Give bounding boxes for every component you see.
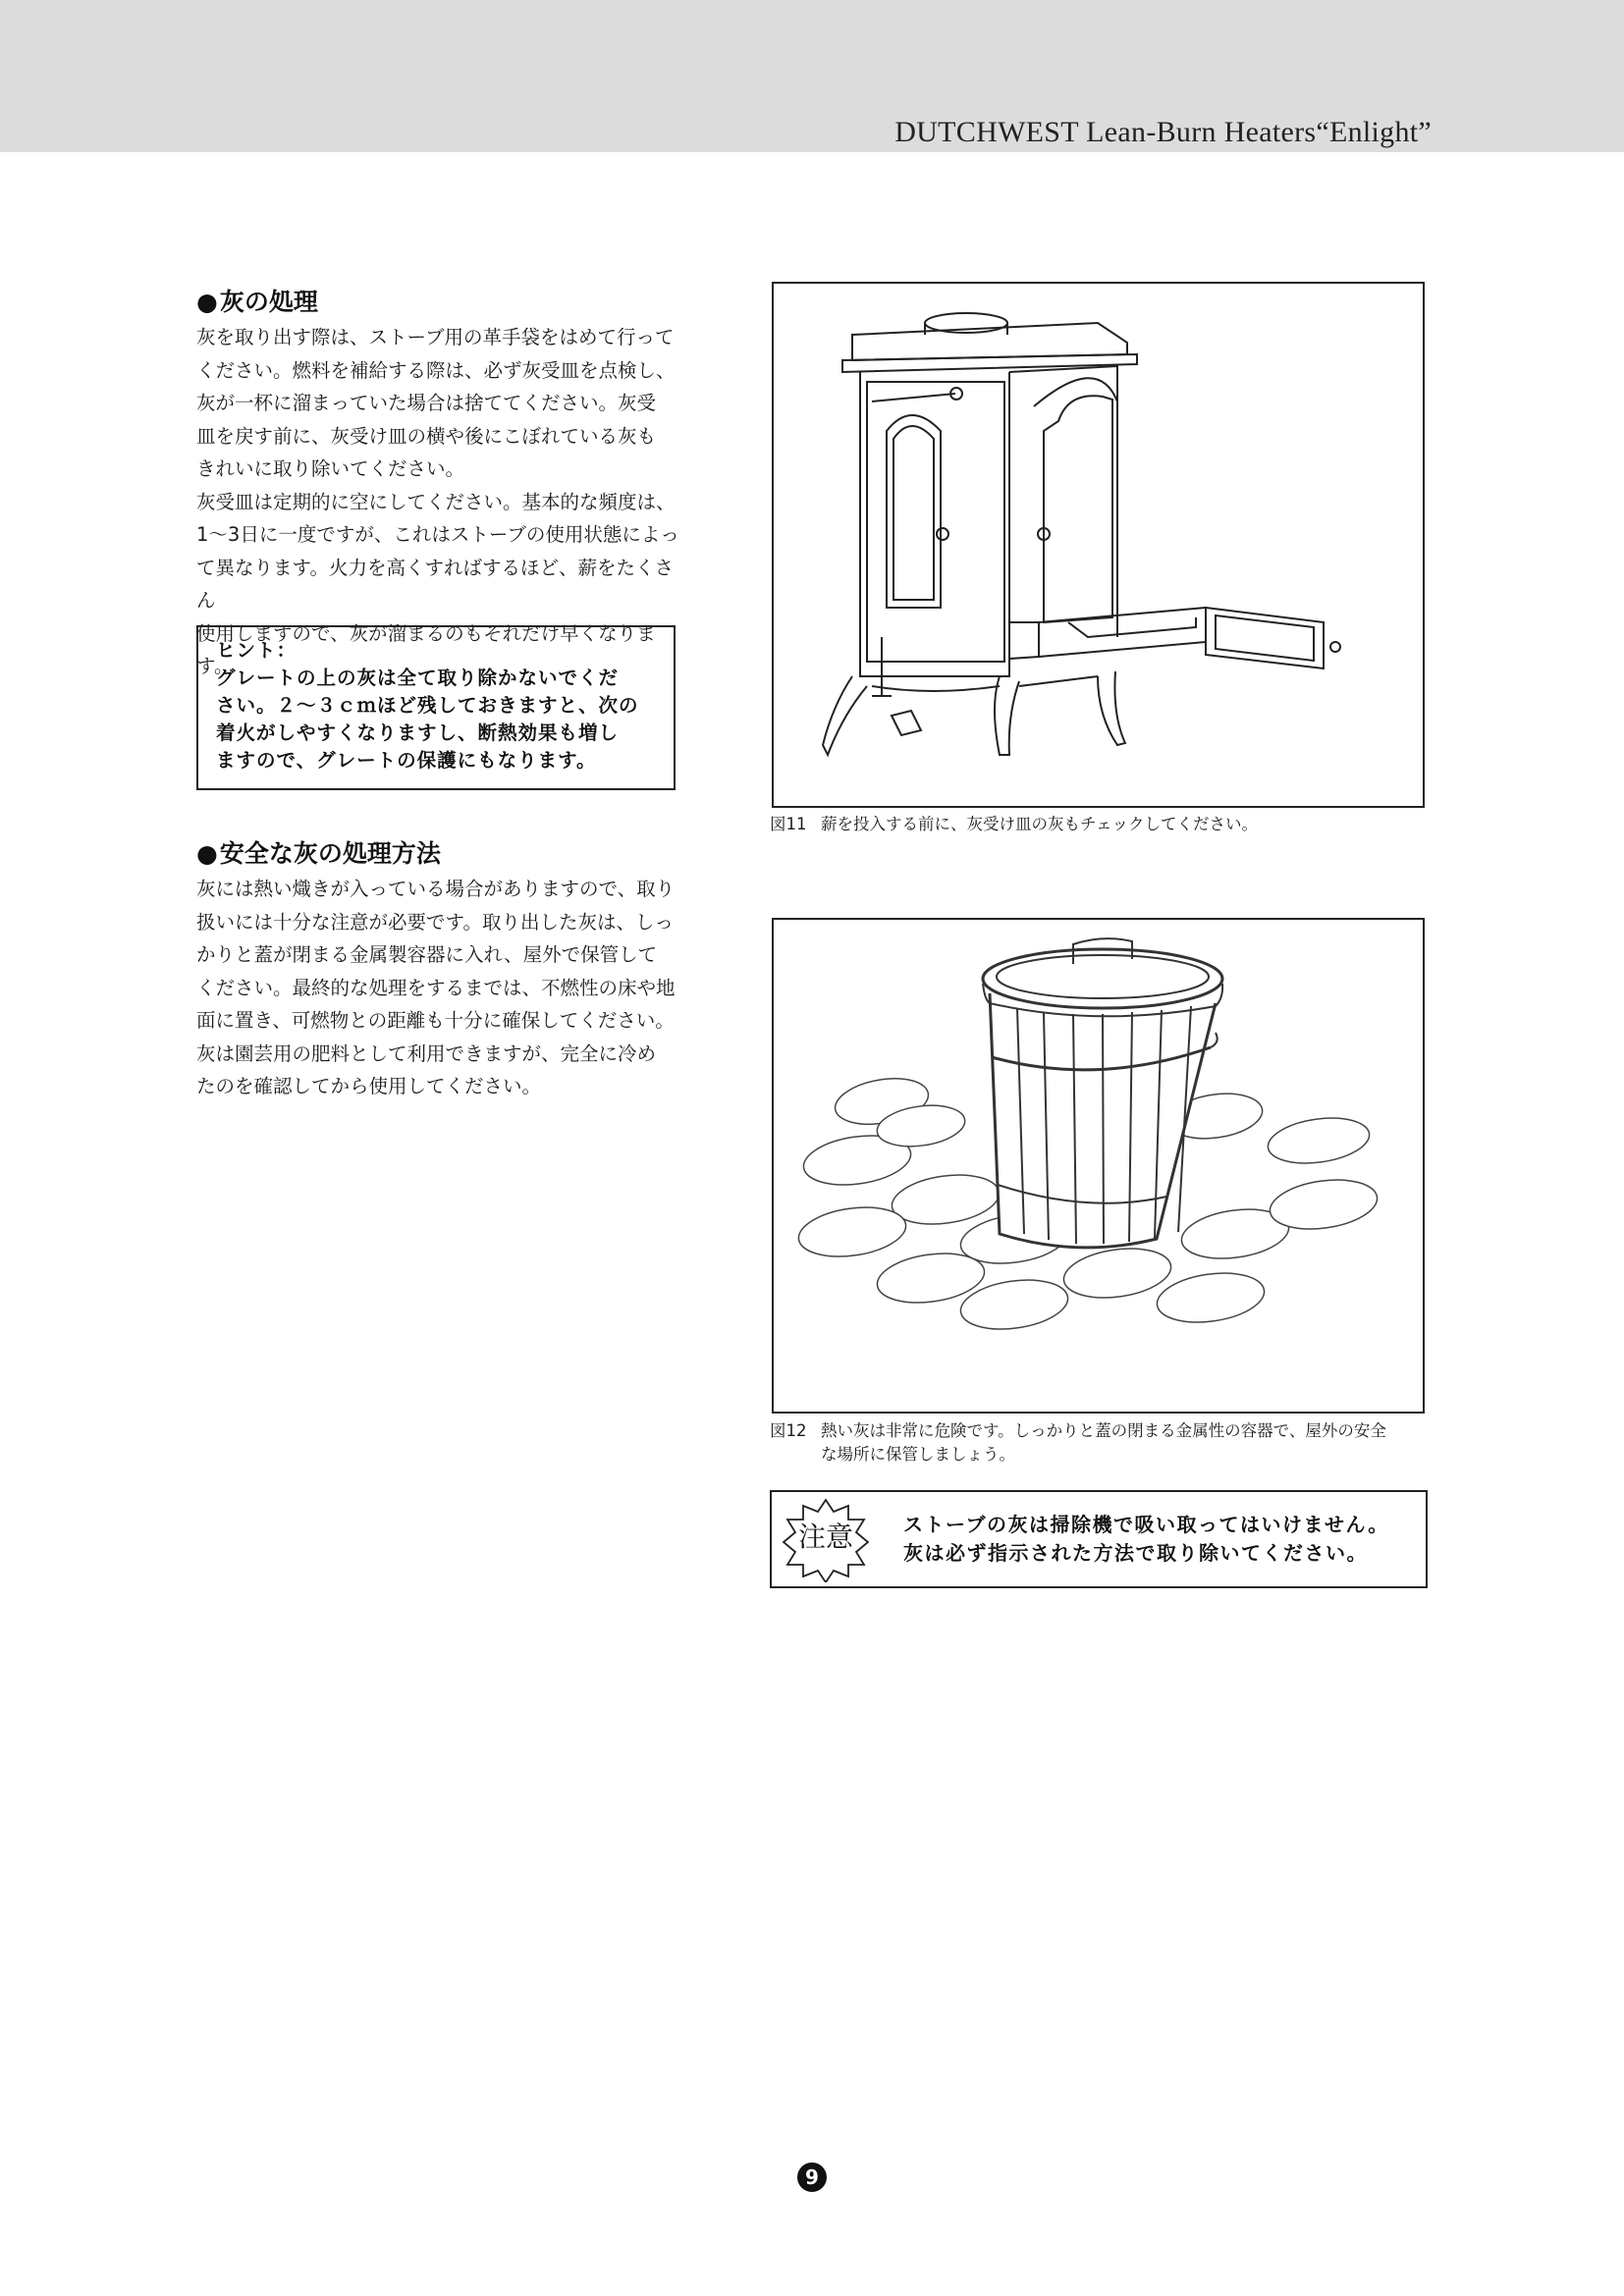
caption-line bbox=[770, 1419, 1386, 1443]
hint-label: ヒント： bbox=[216, 639, 298, 662]
header-title: DUTCHWEST Lean-Burn Heaters“Enlight” bbox=[894, 116, 1432, 148]
text-line: 扱いには十分な注意が必要です。取り出した灰は、しっ bbox=[196, 910, 674, 934]
bullet-icon: ● bbox=[196, 839, 218, 868]
section-heading bbox=[196, 286, 682, 319]
section-heading-text: 灰の処理 bbox=[219, 288, 318, 316]
bullet-icon: ● bbox=[196, 288, 218, 316]
text-line: ください。最終的な処理をするまでは、不燃性の床や地 bbox=[196, 976, 676, 999]
text-line: たのを確認してから使用してください。 bbox=[196, 1075, 542, 1097]
text-line: かりと蓋が閉まる金属製容器に入れ、屋外で保管して bbox=[196, 943, 658, 966]
paragraph bbox=[196, 873, 682, 1103]
caution-box bbox=[770, 1490, 1428, 1588]
figure-number: 図12 bbox=[770, 1421, 807, 1440]
caption-line bbox=[770, 1443, 1386, 1467]
section-heading bbox=[196, 837, 682, 871]
caution-line: 灰は必ず指示された方法で取り除いてください。 bbox=[903, 1541, 1368, 1565]
text-line: ください。燃料を補給する際は、必ず灰受皿を点検し、 bbox=[196, 358, 676, 382]
page-number: 9 bbox=[797, 2163, 827, 2192]
stove-illustration bbox=[774, 284, 1423, 806]
text-line: きれいに取り除いてください。 bbox=[196, 457, 465, 480]
section-heading-text: 安全な灰の処理方法 bbox=[219, 839, 441, 868]
section-safe-disposal bbox=[196, 837, 682, 1103]
figure-ash-can bbox=[772, 918, 1425, 1414]
hint-box bbox=[196, 625, 676, 790]
caution-badge-label: 注意 bbox=[797, 1521, 853, 1553]
text-line: 灰は園芸用の肥料として利用できますが、完全に冷め bbox=[196, 1041, 657, 1065]
ash-can-illustration bbox=[774, 920, 1423, 1412]
hint-line: ますので、グレートの保護にもなります。 bbox=[216, 749, 597, 772]
caption-text: 熱い灰は非常に危険です。しっかりと蓋の閉まる金属性の容器で、屋外の安全 bbox=[821, 1421, 1386, 1440]
text-line: 灰受皿は定期的に空にしてください。基本的な頻度は、 bbox=[196, 490, 676, 513]
caption-text: な場所に保管しましょう。 bbox=[821, 1445, 1015, 1464]
hint-line: グレートの上の灰は全て取り除かないでくだ bbox=[216, 667, 620, 689]
hint-line: 着火がしやすくなりますし、断熱効果も増し bbox=[216, 721, 620, 744]
text-line: て異なります。火力を高くすればするほど、薪をたくさん bbox=[196, 556, 674, 612]
figure-number: 図11 bbox=[770, 815, 807, 833]
figure-caption bbox=[770, 813, 1258, 836]
hint-line: さい。２〜３ｃｍほど残しておきますと、次の bbox=[216, 694, 639, 717]
caption-text: 薪を投入する前に、灰受け皿の灰もチェックしてください。 bbox=[821, 815, 1259, 833]
caution-line: ストーブの灰は掃除機で吸い取ってはいけません。 bbox=[903, 1513, 1389, 1536]
text-line: 面に置き、可燃物との距離も十分に確保してください。 bbox=[196, 1009, 675, 1032]
figure-stove bbox=[772, 282, 1425, 808]
text-line: 灰を取り出す際は、ストーブ用の革手袋をはめて行って bbox=[196, 326, 675, 348]
figure-caption bbox=[770, 1419, 1386, 1467]
text-line: 灰には熱い熾きが入っている場合がありますので、取り bbox=[196, 878, 676, 900]
caution-message bbox=[903, 1511, 1389, 1568]
text-line: 灰が一杯に溜まっていた場合は捨ててください。灰受 bbox=[196, 392, 657, 414]
text-line: 1〜3日に一度ですが、これはストーブの使用状態によっ bbox=[196, 523, 679, 546]
paragraph bbox=[196, 321, 682, 486]
text-line: 使用しますので、灰が溜まるのもそれだけ早くなります。 bbox=[196, 621, 656, 677]
text-line: 皿を戻す前に、灰受け皿の横や後にこぼれている灰も bbox=[196, 424, 657, 448]
section-ash-handling bbox=[196, 286, 682, 683]
